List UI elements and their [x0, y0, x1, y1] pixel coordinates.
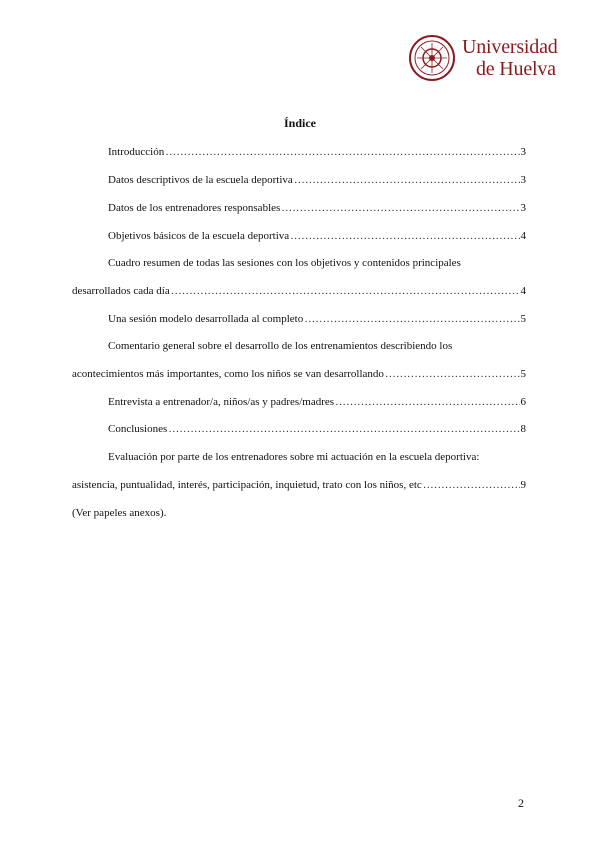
page-number: 2	[518, 796, 524, 810]
toc-entry-text: Entrevista a entrenador/a, niños/as y padres/madres	[108, 396, 335, 408]
toc-leader-dots	[304, 312, 519, 326]
annex-note: (Ver papeles anexos).	[72, 507, 167, 519]
toc-entry-text: Introducción	[108, 146, 165, 158]
toc-entry[interactable]	[108, 312, 526, 326]
toc-entry[interactable]	[108, 229, 526, 243]
toc-leader-dots	[281, 201, 519, 215]
toc-entry-line1[interactable]: Evaluación por parte de los entrenadores sobre mi actuación en la escuela deportiva:	[108, 451, 480, 463]
toc-entry-page: 6	[520, 396, 526, 408]
toc-entry-page: 9	[520, 479, 526, 491]
toc-leader-dots	[168, 422, 519, 436]
toc-entry-text: Datos descriptivos de la escuela deportiva	[108, 174, 293, 186]
toc-entry-page: 3	[520, 174, 526, 186]
toc-leader-dots	[335, 395, 519, 409]
university-name	[462, 36, 558, 80]
toc-entry-page: 4	[520, 285, 526, 297]
toc-leader-dots	[385, 367, 520, 381]
toc-leader-dots	[290, 229, 519, 243]
toc-entry-page: 3	[520, 202, 526, 214]
toc-entry-text: acontecimientos más importantes, como los niños se van desarrollando	[72, 368, 384, 380]
toc-entry-page: 3	[520, 146, 526, 158]
toc-entry[interactable]	[108, 145, 526, 159]
page-title: Índice	[283, 116, 316, 130]
toc-entry-text: asistencia, puntualidad, interés, participación, inquietud, trato con los niños, etc	[72, 479, 422, 491]
toc-entry[interactable]	[72, 367, 526, 381]
toc-entry-page: 8	[520, 423, 526, 435]
toc-leader-dots	[423, 478, 520, 492]
toc-leader-dots	[171, 284, 520, 298]
toc-entry-line1[interactable]: Comentario general sobre el desarrollo de los entrenamientos describiendo los	[108, 340, 453, 352]
toc-entry[interactable]	[108, 201, 526, 215]
toc-entry-text: Una sesión modelo desarrollada al completo	[108, 313, 304, 325]
toc-entry[interactable]	[108, 173, 526, 187]
logo-line1: Universidad	[462, 36, 558, 58]
toc-entry-text: desarrollados cada día	[72, 285, 170, 297]
toc-entry-page: 4	[520, 230, 526, 242]
toc-entry-text: Objetivos básicos de la escuela deportiva	[108, 230, 290, 242]
toc-entry[interactable]	[108, 422, 526, 436]
toc-entry[interactable]	[72, 478, 526, 492]
toc-leader-dots	[294, 173, 520, 187]
toc-entry[interactable]	[72, 284, 526, 298]
toc-entry-text: Conclusiones	[108, 423, 168, 435]
university-seal-icon	[408, 34, 456, 82]
toc-leader-dots	[165, 145, 519, 159]
university-logo	[408, 34, 568, 84]
logo-line2: de Huelva	[476, 58, 556, 80]
toc-entry-line1[interactable]: Cuadro resumen de todas las sesiones con los objetivos y contenidos principales	[108, 257, 461, 269]
toc-entry-text: Datos de los entrenadores responsables	[108, 202, 281, 214]
toc-entry-page: 5	[520, 368, 526, 380]
toc-entry-page: 5	[520, 313, 526, 325]
toc-entry[interactable]	[108, 395, 526, 409]
